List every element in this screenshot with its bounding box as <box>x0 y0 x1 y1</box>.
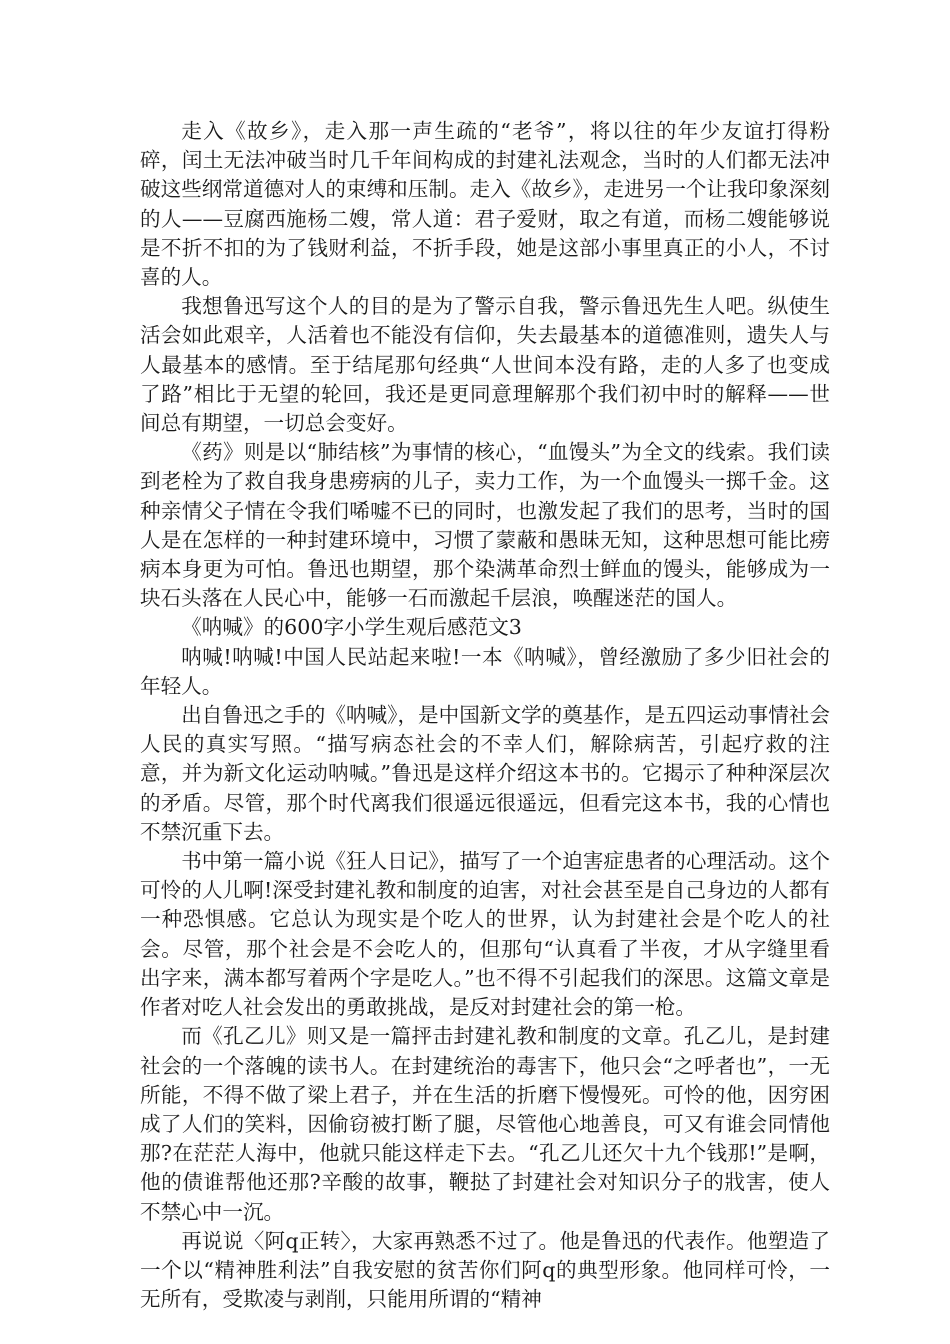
paragraph: 我想鲁迅写这个人的目的是为了警示自我，警示鲁迅先生人吧。纵使生活会如此艰辛，人活着也不能没有信仰，失去最基本的道德准则，遗失人与人最基本的感情。至于结尾那句经典“人世间本没有路，走的人多了也变成了路”相比于无望的轮回，我还是更同意理解那个我们初中时的解释——世间总有期望，一切总会变好。 <box>140 294 830 436</box>
section-heading: 《呐喊》的600字小学生观后感范文3 <box>181 615 522 640</box>
paragraph: 出自鲁迅之手的《呐喊》，是中国新文学的奠基作，是五四运动事情社会人民的真实写照。“描写病态社会的不幸人们，解除病苦，引起疗救的注意，并为新文化运动呐喊。”鲁迅是这样介绍这本书的。它揭示了种种深层次的矛盾。尽管，那个时代离我们很遥远很遥远，但看完这本书，我的心情也不禁沉重下去。 <box>140 703 830 844</box>
document-body <box>140 117 830 1314</box>
paragraph: 呐喊!呐喊!中国人民站起来啦!一本《呐喊》，曾经激励了多少旧社会的年轻人。 <box>140 644 830 698</box>
paragraph: 再说说〈阿q正转〉，大家再熟悉不过了。他是鲁迅的代表作。他塑造了一个以“精神胜利法”自我安慰的贫苦你们阿q的典型形象。他同样可怜，一无所有，受欺凌与剥削，只能用所谓的“精神 <box>140 1228 830 1312</box>
paragraph: 而《孔乙儿》则又是一篇抨击封建礼教和制度的文章。孔乙儿，是封建社会的一个落魄的读书人。在封建统治的毒害下，他只会“之呼者也”，一无所能，不得不做了梁上君子，并在生活的折磨下慢慢死。可怜的他，因穷困成了人们的笑料，因偷窃被打断了腿，尽管他心地善良，可又有谁会同情他那?在茫茫人海中，他就只能这样走下去。“孔乙儿还欠十九个钱那!”是啊，他的债谁帮他还那?辛酸的故事，鞭挞了封建社会对知识分子的戕害，使人不禁心中一沉。 <box>140 1024 830 1224</box>
paragraph: 书中第一篇小说《狂人日记》，描写了一个迫害症患者的心理活动。这个可怜的人儿啊!深受封建礼教和制度的迫害，对社会甚至是自己身边的人都有一种恐惧感。它总认为现实是个吃人的世界，认为封建社会是个吃人的社会。尽管，那个社会是不会吃人的，但那句“认真看了半夜，才从字缝里看出字来，满本都写着两个字是吃人。”也不得不引起我们的深思。这篇文章是作者对吃人社会发出的勇敢挑战，是反对封建社会的第一枪。 <box>140 849 830 1020</box>
paragraph: 《药》则是以“肺结核”为事情的核心，“血馒头”为全文的线索。我们读到老栓为了救自我身患痨病的儿子，卖力工作，为一个血馒头一掷千金。这种亲情父子情在令我们唏嘘不已的同时，也激发起了我们的思考，当时的国人是在怎样的一种封建环境中，习惯了蒙蔽和愚昧无知，这种思想可能比痨病本身更为可怕。鲁迅也期望，那个染满革命烈士鲜血的馒头，能够成为一块石头落在人民心中，能够一石而激起千层浪，唤醒迷茫的国人。 <box>140 440 830 611</box>
paragraph: 走入《故乡》，走入那一声生疏的“老爷”，将以往的年少友谊打得粉碎，闰土无法冲破当时几千年间构成的封建礼法观念，当时的人们都无法冲破这些纲常道德对人的束缚和压制。走入《故乡》，走进另一个让我印象深刻的人——豆腐西施杨二嫂，常人道：君子爱财，取之有道，而杨二嫂能够说是不折不扣的为了钱财利益，不折手段，她是这部小事里真正的小人，不讨喜的人。 <box>140 119 830 290</box>
